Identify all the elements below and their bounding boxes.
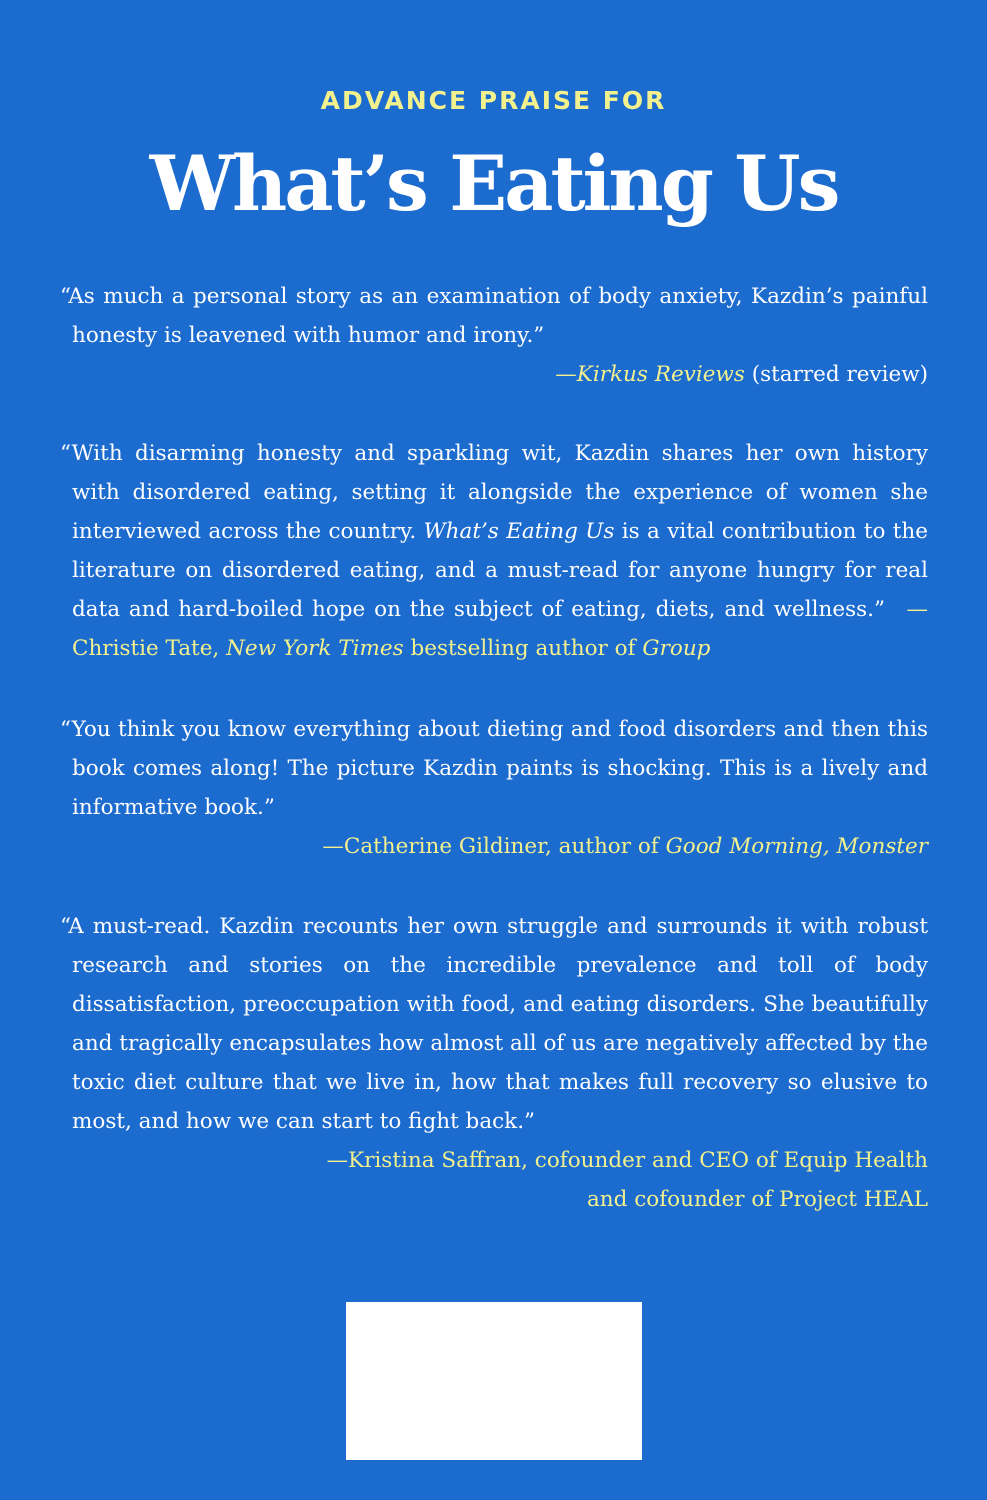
quote-3-attribution [60, 827, 928, 866]
quote-3-text: “You think you know everything about dieting and food disorders and then this book comes along! The picture Kazdin paints is shocking. This is a lively and informative book.” [60, 717, 928, 820]
quote-4 [60, 907, 928, 1219]
dash: — [322, 834, 344, 859]
attribution-rest: (starred review) [744, 362, 928, 387]
quote-4-attribution-line-1: —Kristina Saffran, cofounder and CEO of Equip Health [326, 1148, 928, 1173]
publication: New York Times [226, 636, 404, 661]
dash: — [906, 597, 928, 622]
quote-4-attribution-line-2: and cofounder of Project HEAL [586, 1187, 928, 1212]
quote-1-attribution [60, 355, 928, 394]
book-title: What’s Eating Us [149, 139, 838, 228]
quote-2-text-start: “With disarming honesty and sparkling wit, Kazdin shares her own history with disordered eating, setting it alongside the experience of women she interviewed across the country. [60, 441, 928, 544]
quote-2 [60, 434, 928, 668]
attribution-middle: bestselling author of [403, 636, 643, 661]
quote-3 [60, 710, 928, 866]
barcode-area [346, 1302, 642, 1460]
kicker: ADVANCE PRAISE FOR [320, 86, 667, 115]
attribution-middle: , author of [544, 834, 666, 859]
publication: Kirkus Reviews [576, 362, 745, 387]
quote-1-text: “As much a personal story as an examination of body anxiety, Kazdin’s painful honesty is leavened with humor and irony.” [60, 284, 928, 348]
quote-1 [60, 277, 928, 394]
quote-2-book-title: What’s Eating Us [423, 519, 615, 544]
dash: — [555, 362, 577, 387]
quote-2-text-end: is a vital contribution to the literature on disordered eating, and a must-read for anyone hungry for real data and hard-boiled hope on the subject of eating, diets, and wellness.” [72, 519, 929, 622]
quote-2-text [60, 434, 928, 668]
author-name: Christie Tate, [72, 636, 227, 661]
author-book: Group [642, 636, 711, 661]
author-book: Good Morning, Monster [665, 834, 928, 859]
author-name: Catherine Gildiner [343, 834, 545, 859]
quote-4-text: “A must-read. Kazdin recounts her own struggle and surrounds it with robust research and stories on the incredible prevalence and toll of body dissatisfaction, preoccupation with food, and eating disorders. She beautifully and tragically encapsulates how almost all of us are negatively affected by the toxic diet culture that we live in, how that makes full recovery so elusive to most, and how we can start to fight back.” [60, 914, 928, 1134]
